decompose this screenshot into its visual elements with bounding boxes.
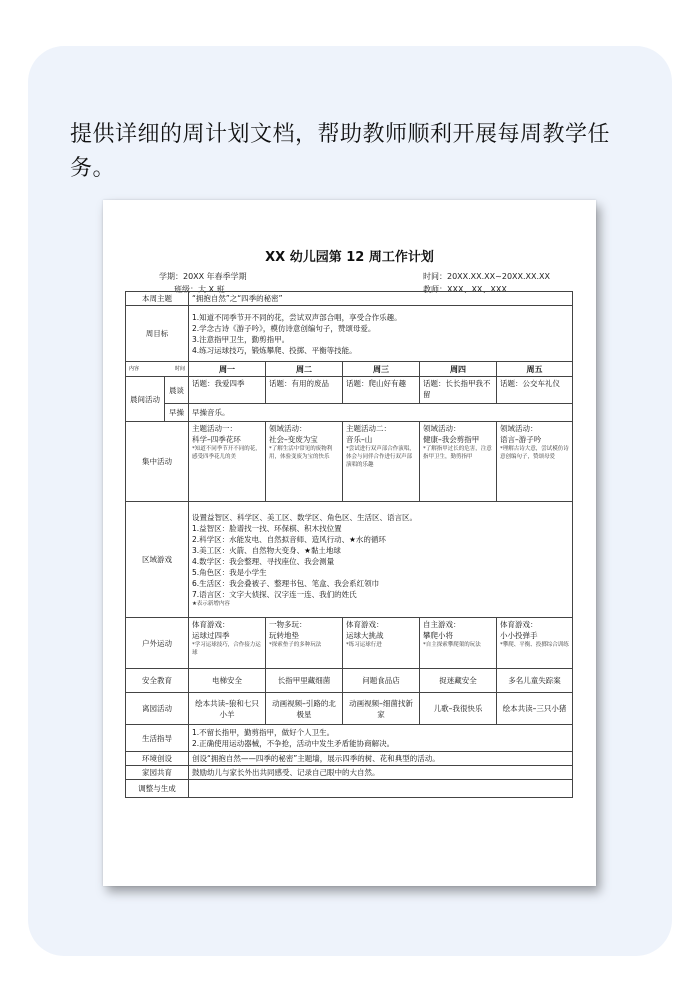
group-name: 音乐–山 [346, 435, 373, 444]
day-header-row [126, 362, 573, 377]
group-name: 语言–游子吟 [500, 435, 542, 444]
outdoor-desc: *练习运球行进 [346, 642, 382, 648]
caption-text [70, 118, 650, 186]
group-name: 社会–变废为宝 [269, 435, 318, 444]
group-desc: *了解生活中常见的废物利用，体验变废为宝的快乐 [269, 446, 333, 460]
safety-label: 安全教育 [126, 669, 189, 693]
leave-label: 离园活动 [126, 693, 189, 725]
morning-label: 晨间活动 [126, 377, 165, 422]
group-desc: *了解指甲过长的危害，注意指甲卫生，勤剪指甲 [423, 446, 492, 460]
goal-item: 1.知道不同季节开不同的花，尝试双声部合唱，享受合作乐趣。 [192, 312, 402, 322]
outdoor-cell [343, 618, 420, 669]
adjust-value [189, 780, 573, 798]
safety-cell: 捉迷藏安全 [420, 669, 497, 693]
area-item: 4.数学区：我会整理、寻找座位、我会测量 [192, 556, 335, 566]
outdoor-name: 攀爬小将 [423, 631, 453, 640]
talk-cell: 话题：我爱四季 [189, 377, 266, 404]
group-title: 领域活动： [269, 424, 307, 433]
talk-label: 晨谈 [165, 377, 189, 404]
outdoor-title: 体育游戏： [500, 620, 538, 629]
outdoor-cell [189, 618, 266, 669]
day-header: 周二 [266, 362, 343, 377]
outdoor-row [126, 618, 573, 669]
exercise-label: 早操 [165, 404, 189, 422]
document-title: XX 幼儿园第 12 周工作计划 [265, 250, 434, 265]
semester-label: 学期：20XX 年春季学期 [159, 272, 247, 281]
group-name: 健康–我会剪指甲 [423, 435, 480, 444]
life-cell [189, 725, 573, 752]
outdoor-desc: *探索垫子的多种玩法 [269, 642, 322, 648]
home-label: 家园共育 [126, 766, 189, 780]
area-item: 设置益智区、科学区、美工区、数学区、角色区、生活区、语言区。 [192, 512, 417, 522]
teachers-label: 教师：XXX、XX、XXX [423, 285, 507, 294]
group-desc: *知道不同季节开不同的花，感受四季花儿的美 [192, 446, 261, 460]
outdoor-cell [266, 618, 343, 669]
goal-item: 2.学念古诗《游子吟》，模仿诗意创编句子，赞颂母爱。 [192, 323, 376, 333]
group-desc: *理解古诗大意，尝试模仿诗意创编句子，赞颂母爱 [500, 446, 569, 460]
theme-label: 本周主题 [126, 292, 189, 306]
outdoor-title: 体育游戏： [192, 620, 230, 629]
outdoor-name: 玩转地垫 [269, 631, 299, 640]
group-cell [266, 422, 343, 502]
safety-cell: 长指甲里藏细菌 [266, 669, 343, 693]
leave-cell: 动画视频–引路的北极星 [266, 693, 343, 725]
area-cell [189, 502, 573, 618]
time-label: 时间：20XX.XX.XX~20XX.XX.XX [423, 272, 550, 281]
safety-cell: 电梯安全 [189, 669, 266, 693]
life-item: 2.正确使用运动器械，不争抢，活动中发生矛盾能协商解决。 [192, 739, 395, 748]
group-name: 科学–四季花环 [192, 435, 241, 444]
area-item: 3.美工区：火箭、自然物大变身、★黏土地球 [192, 545, 341, 555]
outdoor-name: 运球过四季 [192, 631, 230, 640]
area-item: 6.生活区：我会叠被子、整理书包、笔盒、我会系红领巾 [192, 578, 380, 588]
area-item: 7.语言区：文字大侦探、汉字连一连、我们的姓氏 [192, 589, 357, 599]
day-header: 周四 [420, 362, 497, 377]
goal-item: 3.注意指甲卫生，勤剪指甲。 [192, 334, 290, 344]
env-value: 创设“拥抱自然——四季的秘密”主题墙，展示四季的树、花和典型的活动。 [189, 752, 573, 766]
safety-cell: 问题食品店 [343, 669, 420, 693]
group-title: 领域活动： [423, 424, 461, 433]
corner-cell [126, 362, 189, 377]
area-label: 区域游戏 [126, 502, 189, 618]
group-title: 领域活动： [500, 424, 538, 433]
exercise-row [126, 404, 573, 422]
goal-item: 4.练习运球技巧，锻炼攀爬、投掷、平衡等技能。 [192, 345, 357, 355]
outdoor-title: 一物多玩： [269, 620, 307, 629]
env-row [126, 752, 573, 766]
goals-row [126, 306, 573, 362]
day-header: 周三 [343, 362, 420, 377]
area-item: 5.角色区：我是小学生 [192, 567, 267, 577]
group-title: 主题活动一： [192, 424, 237, 433]
caption-label: 提供详细的周计划文档，帮助教师顺利开展每周教学任务。 [70, 122, 611, 181]
talk-cell: 话题：有用的废品 [266, 377, 343, 404]
safety-row [126, 669, 573, 693]
leave-cell: 动画视频–细菌找新家 [343, 693, 420, 725]
outdoor-name: 运球大挑战 [346, 631, 384, 640]
outdoor-label: 户外运动 [126, 618, 189, 669]
goals-cell [189, 306, 573, 362]
area-item: 2.科学区：水能发电、自然拟音师、造风行动、★水的循环 [192, 534, 386, 544]
group-desc: *尝试进行双声部合作演唱，体会与同伴合作进行双声部演唱的乐趣 [346, 446, 415, 468]
env-label: 环境创设 [126, 752, 189, 766]
goals-label: 周目标 [126, 306, 189, 362]
group-cell [497, 422, 573, 502]
theme-row [126, 292, 573, 306]
group-cell [343, 422, 420, 502]
talk-cell: 话题：长长指甲我不留 [420, 377, 497, 404]
safety-cell: 多名儿童失踪案 [497, 669, 573, 693]
area-note: ★表示新增内容 [192, 600, 230, 607]
life-row [126, 725, 573, 752]
outdoor-name: 小小投弹手 [500, 631, 538, 640]
document-page [103, 200, 596, 886]
outdoor-title: 自主游戏： [423, 620, 461, 629]
leave-cell: 绘本共读–三只小猪 [497, 693, 573, 725]
adjust-row [126, 780, 573, 798]
home-value: 鼓励幼儿与家长外出共同感受、记录自己眼中的大自然。 [189, 766, 573, 780]
leave-cell: 绘本共读–狼和七只小羊 [189, 693, 266, 725]
area-item: 1.益智区：脸谱找一找、环保棋、积木找位置 [192, 523, 342, 533]
corner-content-label: 内容 [129, 366, 140, 372]
home-row [126, 766, 573, 780]
life-item: 1.不留长指甲，勤剪指甲，做好个人卫生。 [192, 728, 335, 737]
group-activity-row [126, 422, 573, 502]
corner-time-label: 时间 [174, 366, 185, 372]
weekly-plan-table [125, 291, 573, 798]
exercise-value: 早操音乐。 [189, 404, 573, 422]
day-header: 周五 [497, 362, 573, 377]
outdoor-cell [420, 618, 497, 669]
adjust-label: 调整与生成 [126, 780, 189, 798]
leave-row [126, 693, 573, 725]
outdoor-desc: *学习运球技巧，合作接力运球 [192, 642, 261, 656]
leave-cell: 儿歌–我很快乐 [420, 693, 497, 725]
day-header: 周一 [189, 362, 266, 377]
talk-cell: 话题：爬山好有趣 [343, 377, 420, 404]
group-cell [189, 422, 266, 502]
outdoor-desc: *自主探索攀爬架的玩法 [423, 642, 481, 648]
class-label: 班级：大 X 班 [174, 285, 225, 294]
outdoor-desc: *攀爬、平衡、投掷综合训练 [500, 642, 569, 648]
outdoor-title: 体育游戏： [346, 620, 384, 629]
group-cell [420, 422, 497, 502]
life-label: 生活指导 [126, 725, 189, 752]
group-label: 集中活动 [126, 422, 189, 502]
theme-value: “拥抱自然”之“四季的秘密” [189, 292, 573, 306]
outdoor-cell [497, 618, 573, 669]
area-games-row [126, 502, 573, 618]
morning-talk-row [126, 377, 573, 404]
talk-cell: 话题：公交车礼仪 [497, 377, 573, 404]
group-title: 主题活动二： [346, 424, 391, 433]
